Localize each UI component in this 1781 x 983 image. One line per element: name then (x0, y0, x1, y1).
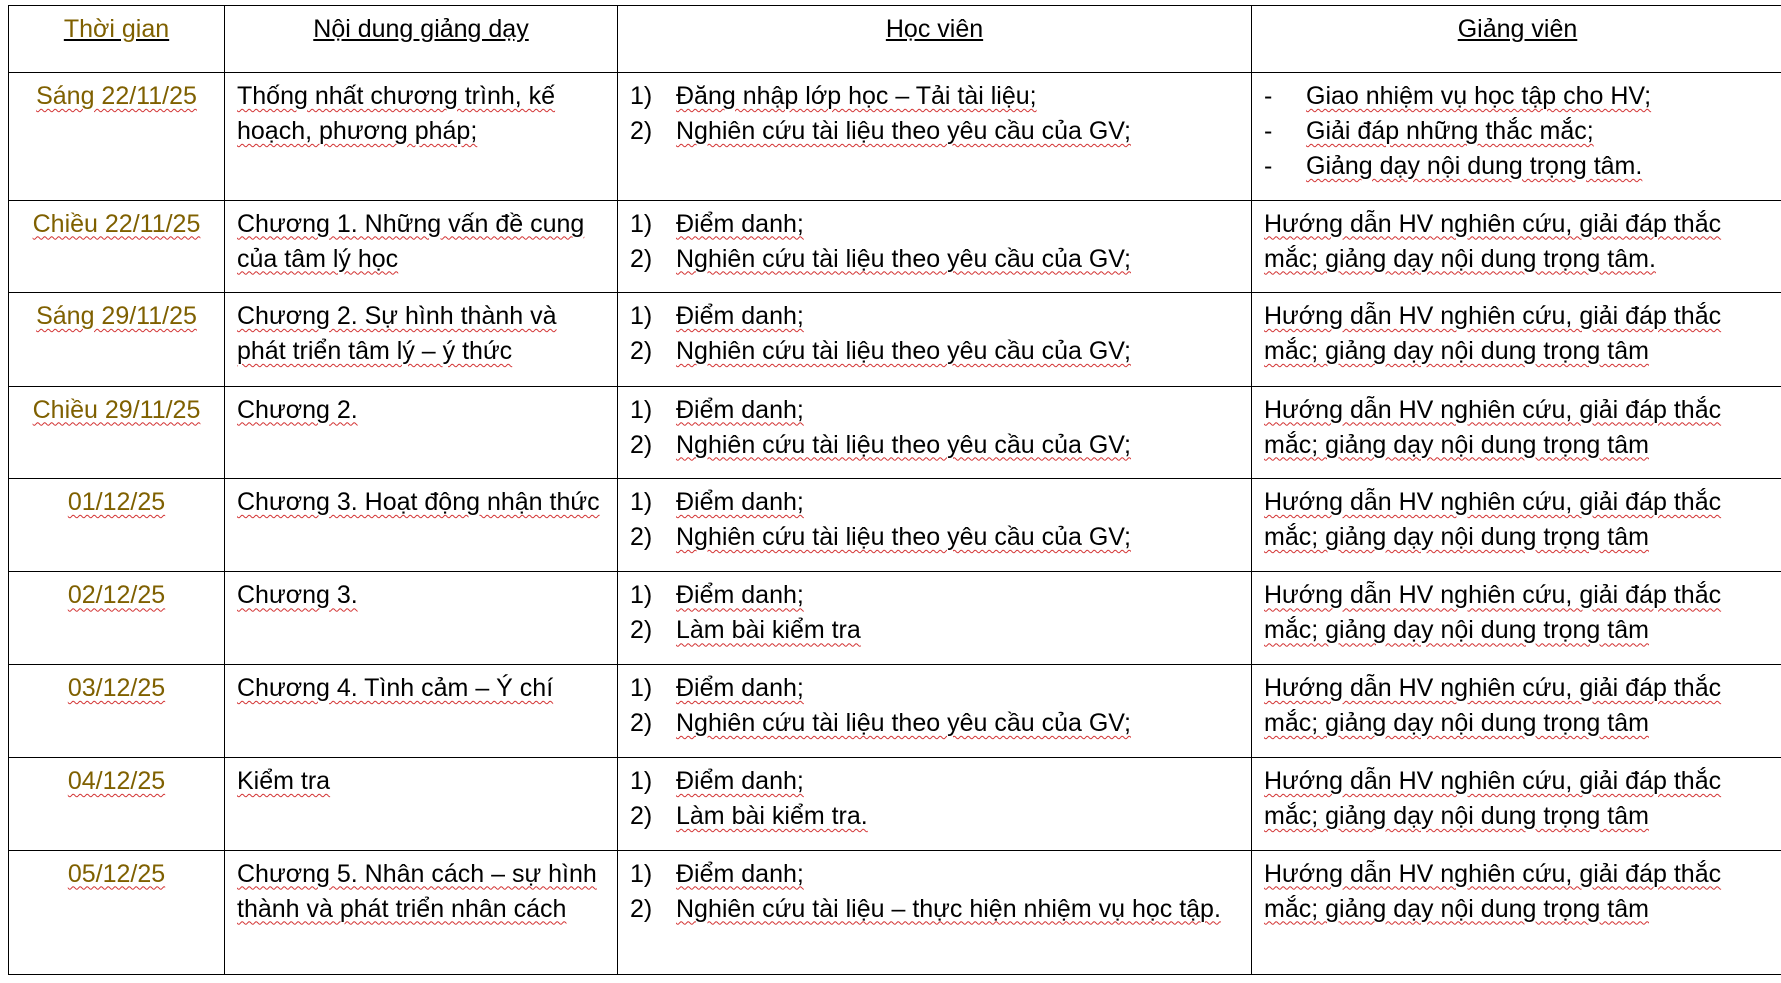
header-lecturer: Giảng viên (1252, 6, 1781, 73)
student-task-list (630, 207, 1239, 277)
row-content (225, 73, 618, 201)
row-lecturer (1252, 386, 1781, 478)
row-students (618, 200, 1252, 292)
list-item-text: Điểm danh; (676, 209, 804, 238)
row-content-text: Kiểm tra (237, 767, 331, 796)
list-item (1264, 79, 1771, 114)
list-item (630, 578, 1239, 613)
list-item (1264, 114, 1771, 149)
table-row (9, 478, 1781, 571)
row-time (9, 73, 225, 201)
row-time (9, 386, 225, 478)
row-content-text: Chương 5. Nhân cách – sự hình thành và phát triển nhân cách (237, 859, 597, 923)
list-item (630, 671, 1239, 706)
row-time (9, 758, 225, 850)
row-lecturer-text: Hướng dẫn HV nghiên cứu, giải đáp thắc mắc; giảng dạy nội dung trọng tâm (1264, 673, 1722, 737)
list-item (630, 114, 1239, 149)
row-lecturer (1252, 478, 1781, 571)
row-content (225, 200, 618, 292)
list-item (630, 334, 1239, 369)
table-row (9, 200, 1781, 292)
list-dash: - (1264, 82, 1273, 111)
row-content (225, 478, 618, 571)
row-content-text: Chương 3. Hoạt động nhận thức (237, 487, 600, 516)
list-item-text: Giải đáp những thắc mắc; (1306, 117, 1594, 146)
list-number: 1) (630, 673, 653, 702)
row-students (618, 664, 1252, 757)
list-item-text: Điểm danh; (676, 581, 804, 610)
row-time-text: 04/12/25 (67, 767, 166, 796)
list-item (630, 706, 1239, 741)
list-item (630, 857, 1239, 892)
row-students (618, 293, 1252, 386)
list-item-text: Giao nhiệm vụ học tập cho HV; (1306, 82, 1652, 111)
student-task-list (630, 857, 1239, 927)
row-content (225, 572, 618, 664)
row-students (618, 850, 1252, 974)
row-lecturer (1252, 293, 1781, 386)
row-students (618, 478, 1252, 571)
row-content (225, 758, 618, 850)
list-item-text: Điểm danh; (676, 487, 804, 516)
list-number: 2) (630, 894, 653, 923)
list-item (630, 79, 1239, 114)
list-item-text: Nghiên cứu tài liệu theo yêu cầu của GV; (676, 522, 1131, 551)
list-number: 2) (630, 430, 653, 459)
list-number: 1) (630, 767, 653, 796)
list-number: 2) (630, 802, 653, 831)
list-item-text: Điểm danh; (676, 767, 804, 796)
list-item (1264, 149, 1771, 184)
header-time: Thời gian (9, 6, 225, 73)
row-time-text: 05/12/25 (67, 859, 166, 888)
row-time-text: 03/12/25 (67, 673, 166, 702)
student-task-list (630, 393, 1239, 463)
list-item-text: Làm bài kiểm tra. (676, 802, 868, 831)
row-content (225, 664, 618, 757)
list-item-text: Giảng dạy nội dung trọng tâm. (1306, 152, 1643, 181)
list-number: 1) (630, 302, 653, 331)
list-item (630, 613, 1239, 648)
row-content (225, 293, 618, 386)
row-lecturer (1252, 200, 1781, 292)
row-lecturer-text: Hướng dẫn HV nghiên cứu, giải đáp thắc mắc; giảng dạy nội dung trọng tâm (1264, 581, 1722, 645)
row-time (9, 293, 225, 386)
row-lecturer (1252, 572, 1781, 664)
list-number: 1) (630, 209, 653, 238)
list-item (630, 207, 1239, 242)
row-lecturer-text: Hướng dẫn HV nghiên cứu, giải đáp thắc mắc; giảng dạy nội dung trọng tâm (1264, 395, 1722, 459)
row-time-text: 01/12/25 (67, 487, 166, 516)
student-task-list (630, 764, 1239, 834)
row-time (9, 200, 225, 292)
header-content: Nội dung giảng dạy (225, 6, 618, 73)
row-content-text: Chương 2. (237, 395, 358, 424)
row-content (225, 850, 618, 974)
list-item-text: Làm bài kiểm tra (676, 616, 861, 645)
row-content-text: Chương 3. (237, 581, 358, 610)
list-number: 2) (630, 522, 653, 551)
list-item (630, 892, 1239, 927)
row-content-text: Chương 2. Sự hình thành và phát triển tâm lý – ý thức (237, 302, 557, 366)
row-time (9, 572, 225, 664)
table-row (9, 386, 1781, 478)
list-item-text: Nghiên cứu tài liệu theo yêu cầu của GV; (676, 337, 1131, 366)
row-content-text: Chương 4. Tình cảm – Ý chí (237, 673, 554, 702)
list-number: 1) (630, 395, 653, 424)
row-students (618, 572, 1252, 664)
list-dash: - (1264, 117, 1273, 146)
table-row (9, 572, 1781, 664)
row-content-text: Thống nhất chương trình, kế hoạch, phương pháp; (237, 82, 556, 146)
table-row (9, 293, 1781, 386)
list-item-text: Điểm danh; (676, 859, 804, 888)
row-lecturer-text: Hướng dẫn HV nghiên cứu, giải đáp thắc mắc; giảng dạy nội dung trọng tâm (1264, 859, 1722, 923)
table-row (9, 664, 1781, 757)
list-item-text: Nghiên cứu tài liệu – thực hiện nhiệm vụ học tập. (676, 894, 1221, 923)
row-content (225, 386, 618, 478)
list-item-text: Nghiên cứu tài liệu theo yêu cầu của GV; (676, 244, 1131, 273)
list-item (630, 428, 1239, 463)
list-item-text: Nghiên cứu tài liệu theo yêu cầu của GV; (676, 117, 1131, 146)
row-time (9, 478, 225, 571)
row-time-text: 02/12/25 (67, 581, 166, 610)
list-item (630, 393, 1239, 428)
list-number: 2) (630, 117, 653, 146)
schedule-table (8, 5, 1781, 975)
list-dash: - (1264, 152, 1273, 181)
list-item-text: Đăng nhập lớp học – Tải tài liệu; (676, 82, 1037, 111)
row-lecturer (1252, 758, 1781, 850)
list-item-text: Nghiên cứu tài liệu theo yêu cầu của GV; (676, 430, 1131, 459)
list-item (630, 485, 1239, 520)
list-number: 1) (630, 581, 653, 610)
row-time (9, 850, 225, 974)
list-item-text: Nghiên cứu tài liệu theo yêu cầu của GV; (676, 708, 1131, 737)
row-time-text: Chiều 22/11/25 (32, 209, 201, 238)
row-time-text: Chiều 29/11/25 (32, 395, 201, 424)
table-row (9, 73, 1781, 201)
lecturer-task-list (1264, 79, 1771, 184)
row-lecturer (1252, 850, 1781, 974)
list-number: 1) (630, 487, 653, 516)
list-item-text: Điểm danh; (676, 395, 804, 424)
row-lecturer (1252, 664, 1781, 757)
row-time-text: Sáng 22/11/25 (36, 82, 197, 111)
list-number: 2) (630, 708, 653, 737)
row-content-text: Chương 1. Những vấn đề cung của tâm lý học (237, 209, 585, 273)
row-time (9, 664, 225, 757)
student-task-list (630, 79, 1239, 149)
list-number: 2) (630, 244, 653, 273)
table-row (9, 758, 1781, 850)
header-students: Học viên (618, 6, 1252, 73)
list-item (630, 799, 1239, 834)
student-task-list (630, 299, 1239, 369)
list-item (630, 520, 1239, 555)
row-lecturer-text: Hướng dẫn HV nghiên cứu, giải đáp thắc mắc; giảng dạy nội dung trọng tâm (1264, 302, 1722, 366)
row-lecturer (1252, 73, 1781, 201)
list-item-text: Điểm danh; (676, 673, 804, 702)
list-item (630, 242, 1239, 277)
row-lecturer-text: Hướng dẫn HV nghiên cứu, giải đáp thắc mắc; giảng dạy nội dung trọng tâm. (1264, 209, 1722, 273)
list-number: 1) (630, 859, 653, 888)
row-lecturer-text: Hướng dẫn HV nghiên cứu, giải đáp thắc mắc; giảng dạy nội dung trọng tâm (1264, 487, 1722, 551)
header-row (9, 6, 1781, 73)
list-number: 2) (630, 337, 653, 366)
table-row (9, 850, 1781, 974)
student-task-list (630, 485, 1239, 555)
list-number: 1) (630, 82, 653, 111)
list-item (630, 764, 1239, 799)
student-task-list (630, 578, 1239, 648)
row-students (618, 73, 1252, 201)
student-task-list (630, 671, 1239, 741)
list-item (630, 299, 1239, 334)
row-students (618, 386, 1252, 478)
row-time-text: Sáng 29/11/25 (36, 302, 197, 331)
row-students (618, 758, 1252, 850)
row-lecturer-text: Hướng dẫn HV nghiên cứu, giải đáp thắc mắc; giảng dạy nội dung trọng tâm (1264, 767, 1722, 831)
list-item-text: Điểm danh; (676, 302, 804, 331)
list-number: 2) (630, 616, 653, 645)
